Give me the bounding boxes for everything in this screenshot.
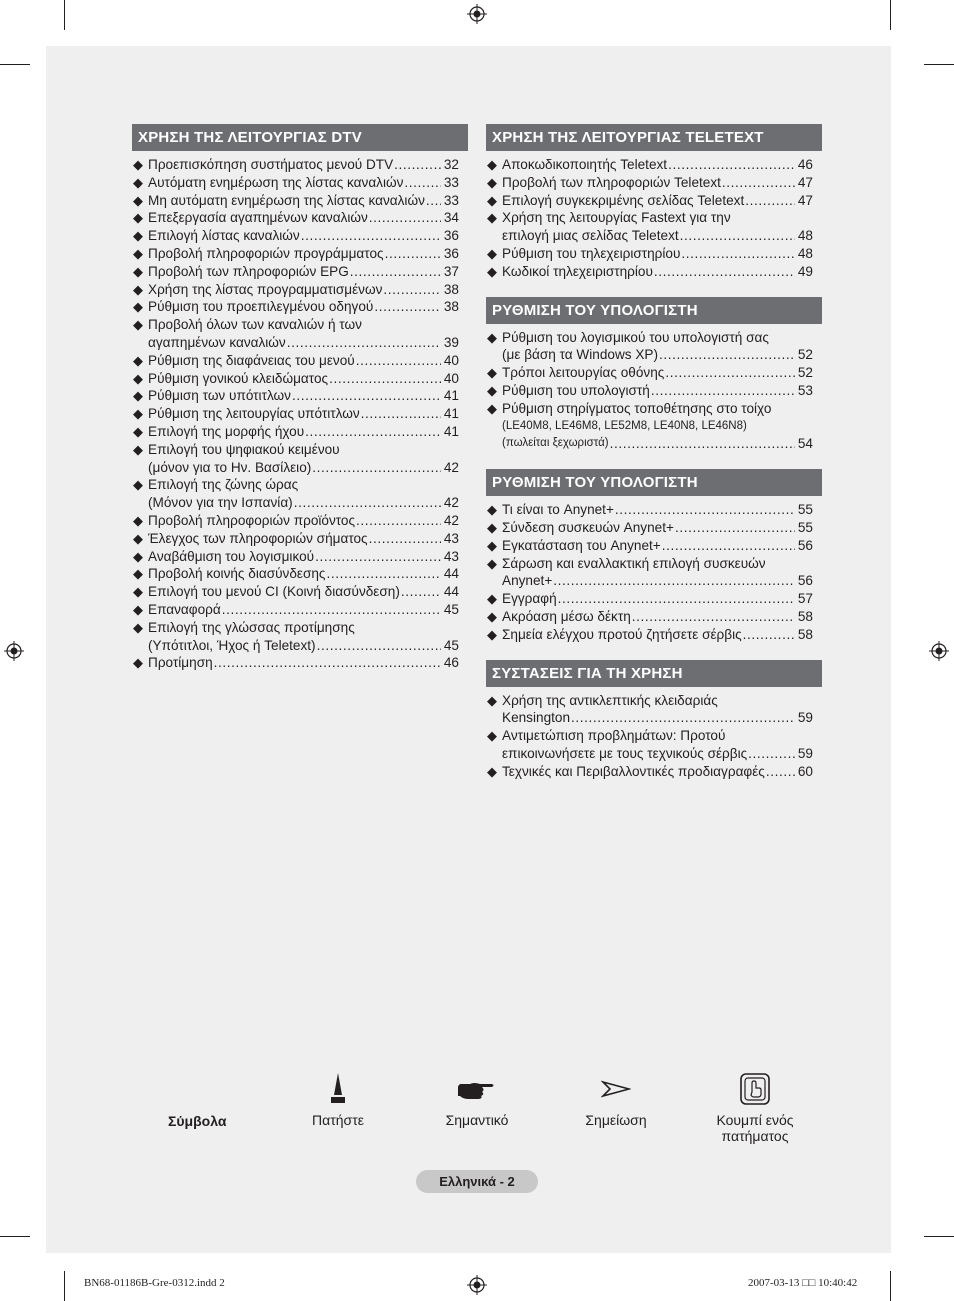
toc-entry-text: (Υπότιτλοι, Ήχος ή Teletext) — [148, 637, 316, 653]
dot-leader — [766, 763, 795, 781]
toc-entry-text: Αυτόματη ενημέρωση της λίστας καναλιών — [148, 174, 404, 190]
dot-leader — [350, 263, 441, 281]
dot-leader — [361, 405, 441, 423]
dot-leader — [675, 519, 795, 537]
symbols-legend — [0, 1070, 954, 1160]
page-number: 41 — [443, 388, 459, 404]
crop-mark — [0, 1236, 30, 1237]
dot-leader — [615, 501, 795, 519]
toc-entry-text: Προτίμηση — [148, 655, 213, 671]
dot-leader — [356, 352, 441, 370]
diamond-bullet-icon: ◆ — [133, 406, 143, 422]
page-number: 32 — [443, 157, 459, 172]
diamond-bullet-icon: ◆ — [133, 228, 143, 244]
diamond-bullet-icon: ◆ — [133, 601, 143, 617]
pointing-hand-icon — [458, 1078, 496, 1100]
dot-leader — [743, 626, 795, 644]
toc-entry[interactable] — [132, 245, 468, 263]
diamond-bullet-icon: ◆ — [133, 157, 143, 172]
legend-item-note — [546, 1070, 686, 1128]
diamond-bullet-icon: ◆ — [487, 728, 497, 744]
toc-entry-text: Προβολή όλων των καναλιών ή των — [148, 317, 362, 333]
page-number: 34 — [443, 210, 459, 226]
legend-label: Σημείωση — [585, 1112, 647, 1128]
toc-entry-text: Αντιμετώπιση προβλημάτων: Προτού — [502, 728, 726, 744]
page-number: 43 — [443, 548, 459, 564]
diamond-bullet-icon: ◆ — [133, 317, 143, 333]
toc-entry[interactable] — [132, 263, 468, 281]
page-number: 56 — [797, 573, 813, 589]
legend-title: Σύμβολα — [168, 1113, 227, 1129]
toc-entry[interactable] — [132, 423, 468, 441]
toc-entry-text: Εγγραφή — [502, 591, 557, 607]
toc-entry[interactable] — [486, 608, 822, 626]
page-number: 52 — [797, 347, 813, 363]
page-number: 55 — [797, 519, 813, 535]
dot-leader — [374, 298, 441, 316]
toc-entry[interactable] — [132, 209, 468, 227]
page-number-pill: Ελληνικά - 2 — [416, 1170, 538, 1193]
diamond-bullet-icon: ◆ — [133, 477, 143, 493]
page-number: 44 — [443, 584, 459, 600]
toc-entry[interactable] — [132, 227, 468, 245]
toc-entry-text: Αναβάθμιση του λογισμικού — [148, 548, 315, 564]
registration-mark-icon — [929, 641, 949, 661]
diamond-bullet-icon: ◆ — [133, 245, 143, 261]
dot-leader — [610, 435, 795, 453]
page-number: 42 — [443, 459, 459, 475]
toc-entry-text: (Μόνον για την Ισπανία) — [148, 495, 293, 511]
toc-entry-text: Επιλογή συγκεκριμένης σελίδας Teletext — [502, 192, 745, 208]
slug-timestamp: 2007-03-13 □□ 10:40:42 — [748, 1277, 858, 1289]
page-number: 60 — [797, 763, 813, 779]
page-number: 53 — [797, 382, 813, 398]
toc-left-column — [132, 124, 468, 688]
diamond-bullet-icon: ◆ — [487, 626, 497, 642]
toc-entry[interactable] — [486, 209, 822, 245]
dot-leader — [632, 608, 795, 626]
page-number: 47 — [797, 174, 813, 190]
page-number: 52 — [797, 365, 813, 381]
toc-entry[interactable] — [132, 601, 468, 619]
toc-entry-text: Αποκωδικοποιητής Teletext — [502, 157, 668, 172]
diamond-bullet-icon: ◆ — [487, 555, 497, 571]
toc-entry[interactable] — [132, 156, 468, 174]
toc-entry[interactable] — [132, 565, 468, 583]
toc-entry[interactable] — [486, 555, 822, 591]
page-number: 36 — [443, 245, 459, 261]
dot-leader — [369, 209, 441, 227]
diamond-bullet-icon: ◆ — [133, 192, 143, 208]
toc-section — [486, 124, 822, 281]
page-number: 59 — [797, 710, 813, 726]
dot-leader — [558, 590, 795, 608]
diamond-bullet-icon: ◆ — [133, 174, 143, 190]
registration-mark-icon — [467, 4, 487, 24]
diamond-bullet-icon: ◆ — [487, 192, 497, 208]
toc-entry[interactable] — [132, 298, 468, 316]
toc-entry[interactable] — [486, 174, 822, 192]
page-number: 40 — [443, 352, 459, 368]
page-number: 56 — [797, 537, 813, 553]
dot-leader — [748, 745, 795, 763]
dot-leader — [383, 281, 440, 299]
page-number: 58 — [797, 608, 813, 624]
diamond-bullet-icon: ◆ — [487, 329, 497, 345]
diamond-bullet-icon: ◆ — [487, 591, 497, 607]
page-number: 59 — [797, 745, 813, 761]
page-number: 38 — [443, 299, 459, 315]
toc-entry[interactable] — [486, 763, 822, 781]
diamond-bullet-icon: ◆ — [133, 299, 143, 315]
dot-leader — [369, 530, 441, 548]
page-number: 33 — [443, 174, 459, 190]
toc-entry[interactable] — [132, 512, 468, 530]
diamond-bullet-icon: ◆ — [487, 174, 497, 190]
page-number: 45 — [443, 601, 459, 617]
crop-mark — [890, 1271, 891, 1301]
diamond-bullet-icon: ◆ — [133, 388, 143, 404]
diamond-bullet-icon: ◆ — [487, 608, 497, 624]
toc-entry-text: επικοινωνήσετε με τους τεχνικούς σέρβις — [502, 745, 748, 761]
toc-entry[interactable] — [132, 316, 468, 352]
toc-entry[interactable] — [132, 619, 468, 655]
toc-entry-text: Ρύθμιση του τηλεχειριστηρίου — [502, 245, 681, 261]
page-number: 42 — [443, 512, 459, 528]
slug-file: BN68-01186B-Gre-0312.indd 2 — [84, 1277, 225, 1289]
diamond-bullet-icon: ◆ — [133, 263, 143, 279]
toc-entry[interactable] — [132, 405, 468, 423]
diamond-bullet-icon: ◆ — [487, 157, 497, 172]
toc-entry-text: Ακρόαση μέσω δέκτη — [502, 608, 631, 624]
toc-entry[interactable] — [132, 476, 468, 512]
toc-entry[interactable] — [132, 654, 468, 672]
dot-leader — [553, 572, 795, 590]
toc-section — [486, 297, 822, 454]
diamond-bullet-icon: ◆ — [133, 423, 143, 439]
page-number: 48 — [797, 245, 813, 261]
dot-leader — [680, 227, 795, 245]
dot-leader — [404, 174, 440, 192]
toc-entry[interactable] — [486, 400, 822, 453]
dot-leader — [659, 346, 795, 364]
toc-entry-text: αγαπημένων καναλιών — [148, 334, 286, 350]
page-number: 55 — [797, 502, 813, 518]
push-icon — [328, 1071, 348, 1107]
toc-entry-text: Επεξεργασία αγαπημένων καναλιών — [148, 210, 368, 226]
dot-leader — [329, 370, 441, 388]
dot-leader — [292, 387, 441, 405]
crop-mark — [890, 0, 891, 30]
toc-entry-text: Επιλογή της μορφής ήχου — [148, 423, 305, 439]
toc-entry-text: Επιλογή της ζώνης ώρας — [148, 477, 299, 493]
page-number: 46 — [443, 655, 459, 671]
toc-entry-text: (με βάση τα Windows XP) — [502, 347, 658, 363]
legend-label: Σημαντικό — [445, 1112, 509, 1128]
toc-entry[interactable] — [132, 387, 468, 405]
dot-leader — [401, 583, 441, 601]
toc-entry-text: (LE40M8, LE46M8, LE52M8, LE40N8, LE46N8) — [502, 419, 747, 432]
crop-mark — [64, 1271, 65, 1301]
toc-entry[interactable] — [132, 192, 468, 210]
toc-entry-text: Προβολή πληροφοριών προγράμματος — [148, 245, 384, 261]
legend-label: Κουμπί ενός πατήματος — [716, 1112, 794, 1144]
toc-entry[interactable] — [486, 263, 822, 281]
diamond-bullet-icon: ◆ — [487, 763, 497, 779]
toc-entry-text: (πωλείται ξεχωριστά) — [502, 437, 609, 450]
arrow-note-icon — [601, 1080, 631, 1098]
page-number: 38 — [443, 281, 459, 297]
toc-entry-text: Επαναφορά — [148, 601, 221, 617]
dot-leader — [745, 192, 795, 210]
toc-entry-text: Έλεγχος των πληροφοριών σήματος — [148, 530, 368, 546]
dot-leader — [315, 548, 441, 566]
toc-entry[interactable] — [486, 501, 822, 519]
page-number: 33 — [443, 192, 459, 208]
legend-item-important — [407, 1070, 547, 1128]
toc-entry-text: (μόνον για το Ην. Βασίλειο) — [148, 459, 312, 475]
legend-item-push — [268, 1070, 408, 1128]
dot-leader — [668, 156, 795, 174]
toc-entry-text: Anynet+ — [502, 573, 553, 589]
toc-entry-text: Τεχνικές και Περιβαλλοντικές προδιαγραφές — [502, 763, 765, 779]
toc-entry-text: Χρήση της αντικλεπτικής κλειδαριάς — [502, 692, 718, 708]
diamond-bullet-icon: ◆ — [133, 548, 143, 564]
toc-entry[interactable] — [486, 156, 822, 174]
toc-entry-text: Επιλογή της γλώσσας προτίμησης — [148, 619, 355, 635]
page-number: 44 — [443, 566, 459, 582]
toc-entry[interactable] — [132, 352, 468, 370]
section-title: ΡΥΘΜΙΣΗ ΤΟΥ ΥΠΟΛΟΓΙΣΤΗ — [486, 469, 822, 496]
diamond-bullet-icon: ◆ — [133, 352, 143, 368]
toc-entry-text: Ρύθμιση του υπολογιστή — [502, 382, 650, 398]
dot-leader — [665, 364, 795, 382]
section-title: ΡΥΘΜΙΣΗ ΤΟΥ ΥΠΟΛΟΓΙΣΤΗ — [486, 297, 822, 324]
toc-entry-text: Μη αυτόματη ενημέρωση της λίστας καναλιών — [148, 192, 425, 208]
toc-entry[interactable] — [132, 174, 468, 192]
one-touch-button-icon — [739, 1072, 771, 1106]
legend-label: Πατήστε — [312, 1112, 364, 1128]
toc-entry-text: Χρήση της λίστας προγραμματισμένων — [148, 281, 383, 297]
diamond-bullet-icon: ◆ — [133, 441, 143, 457]
diamond-bullet-icon: ◆ — [133, 281, 143, 297]
diamond-bullet-icon: ◆ — [487, 692, 497, 708]
toc-entry[interactable] — [486, 192, 822, 210]
toc-entry[interactable] — [132, 530, 468, 548]
toc-entry-text: Τρόποι λειτουργίας οθόνης — [502, 365, 665, 381]
page-number: 41 — [443, 423, 459, 439]
page-number: 43 — [443, 530, 459, 546]
toc-entry-text: Προεπισκόπηση συστήματος μενού DTV — [148, 157, 394, 172]
dot-leader — [385, 245, 441, 263]
diamond-bullet-icon: ◆ — [133, 210, 143, 226]
dot-leader — [294, 494, 441, 512]
diamond-bullet-icon: ◆ — [487, 382, 497, 398]
toc-entry[interactable] — [486, 537, 822, 555]
toc-entry-text: Ρύθμιση της διαφάνειας του μενού — [148, 352, 355, 368]
page-number: 39 — [443, 334, 459, 350]
toc-section — [486, 660, 822, 781]
dot-leader — [356, 512, 441, 530]
toc-entry-text: Ρύθμιση των υπότιτλων — [148, 388, 291, 404]
diamond-bullet-icon: ◆ — [487, 263, 497, 279]
diamond-bullet-icon: ◆ — [487, 210, 497, 226]
toc-section — [132, 124, 468, 672]
toc-entry-text: Προβολή των πληροφοριών EPG — [148, 263, 349, 279]
toc-entry[interactable] — [486, 590, 822, 608]
crop-mark — [0, 64, 30, 65]
toc-entry[interactable] — [486, 519, 822, 537]
legend-item-one-touch — [685, 1070, 825, 1144]
toc-entry[interactable] — [486, 382, 822, 400]
toc-entry-text: Επιλογή λίστας καναλιών — [148, 228, 300, 244]
diamond-bullet-icon: ◆ — [133, 370, 143, 386]
crop-mark — [64, 0, 65, 30]
dot-leader — [394, 156, 441, 174]
diamond-bullet-icon: ◆ — [133, 584, 143, 600]
diamond-bullet-icon: ◆ — [133, 655, 143, 671]
toc-entry-text: Επιλογή του μενού CI (Κοινή διασύνδεση) — [148, 584, 400, 600]
dot-leader — [571, 709, 795, 727]
page-number: 54 — [797, 436, 813, 452]
toc-entry[interactable] — [132, 441, 468, 477]
dot-leader — [681, 245, 794, 263]
dot-leader — [222, 601, 441, 619]
toc-entry-text: Σύνδεση συσκευών Anynet+ — [502, 519, 674, 535]
toc-entry-text: Εγκατάσταση του Anynet+ — [502, 537, 661, 553]
page-number: 36 — [443, 228, 459, 244]
toc-entry-text: Ρύθμιση στηρίγματος τοποθέτησης στο τοίχο — [502, 400, 772, 416]
toc-right-column — [486, 124, 822, 797]
diamond-bullet-icon: ◆ — [487, 400, 497, 416]
diamond-bullet-icon: ◆ — [487, 245, 497, 261]
toc-entry[interactable] — [132, 548, 468, 566]
toc-entry[interactable] — [132, 370, 468, 388]
page-number: 40 — [443, 370, 459, 386]
toc-entry-text: Ρύθμιση γονικού κλειδώματος — [148, 370, 329, 386]
dot-leader — [287, 334, 441, 352]
registration-mark-icon — [4, 641, 24, 661]
crop-mark — [924, 64, 954, 65]
page-number: 46 — [797, 157, 813, 172]
page-number: 42 — [443, 495, 459, 511]
dot-leader — [326, 565, 440, 583]
dot-leader — [651, 382, 795, 400]
toc-entry-text: Τι είναι το Anynet+ — [502, 502, 614, 518]
diamond-bullet-icon: ◆ — [487, 519, 497, 535]
page-number: 45 — [443, 637, 459, 653]
toc-entry-text: Κωδικοί τηλεχειριστηρίου — [502, 263, 653, 279]
page-number: 48 — [797, 228, 813, 244]
page-number: 58 — [797, 626, 813, 642]
toc-entry[interactable] — [132, 583, 468, 601]
toc-entry-text: Ρύθμιση του προεπιλεγμένου οδηγού — [148, 299, 374, 315]
dot-leader — [662, 537, 795, 555]
toc-entry-text: Ρύθμιση της λειτουργίας υπότιτλων — [148, 406, 360, 422]
page-number: 37 — [443, 263, 459, 279]
registration-mark-icon — [467, 1275, 487, 1295]
toc-entry-text: Προβολή κοινής διασύνδεσης — [148, 566, 326, 582]
diamond-bullet-icon: ◆ — [487, 502, 497, 518]
diamond-bullet-icon: ◆ — [133, 619, 143, 635]
toc-section — [486, 469, 822, 643]
diamond-bullet-icon: ◆ — [133, 530, 143, 546]
section-title: ΧΡΗΣΗ ΤΗΣ ΛΕΙΤΟΥΡΓΙΑΣ TELETEXT — [486, 124, 822, 151]
diamond-bullet-icon: ◆ — [133, 566, 143, 582]
toc-entry-text: Προβολή πληροφοριών προϊόντος — [148, 512, 356, 528]
page-number: 57 — [797, 591, 813, 607]
dot-leader — [654, 263, 795, 281]
page-number: 41 — [443, 406, 459, 422]
toc-entry[interactable] — [486, 692, 822, 728]
crop-mark — [924, 1236, 954, 1237]
toc-entry[interactable] — [486, 727, 822, 763]
toc-entry[interactable] — [486, 364, 822, 382]
dot-leader — [426, 192, 441, 210]
page-number: 49 — [797, 263, 813, 279]
dot-leader — [214, 654, 441, 672]
toc-entry-text: Προβολή των πληροφοριών Teletext — [502, 174, 721, 190]
toc-entry-text: επιλογή μιας σελίδας Teletext — [502, 228, 679, 244]
toc-entry-text: Χρήση της λειτουργίας Fastext για την — [502, 210, 731, 226]
section-title: ΧΡΗΣΗ ΤΗΣ ΛΕΙΤΟΥΡΓΙΑΣ DTV — [132, 124, 468, 151]
toc-entry-text: Σάρωση και εναλλακτική επιλογή συσκευών — [502, 555, 766, 571]
toc-entry-text: Kensington — [502, 710, 571, 726]
diamond-bullet-icon: ◆ — [487, 365, 497, 381]
toc-entry[interactable] — [486, 329, 822, 365]
dot-leader — [312, 459, 441, 477]
dot-leader — [722, 174, 795, 192]
toc-entry-text: Επιλογή του ψηφιακού κειμένου — [148, 441, 340, 457]
dot-leader — [305, 423, 441, 441]
toc-entry-text: Σημεία ελέγχου προτού ζητήσετε σέρβις — [502, 626, 742, 642]
diamond-bullet-icon: ◆ — [487, 537, 497, 553]
page-number: 47 — [797, 192, 813, 208]
toc-entry-text: Ρύθμιση του λογισμικού του υπολογιστή σας — [502, 329, 769, 345]
section-title: ΣΥΣΤΑΣΕΙΣ ΓΙΑ ΤΗ ΧΡΗΣΗ — [486, 660, 822, 687]
dot-leader — [317, 637, 441, 655]
diamond-bullet-icon: ◆ — [133, 512, 143, 528]
toc-entry[interactable] — [132, 281, 468, 299]
toc-entry[interactable] — [486, 626, 822, 644]
dot-leader — [301, 227, 441, 245]
toc-entry[interactable] — [486, 245, 822, 263]
